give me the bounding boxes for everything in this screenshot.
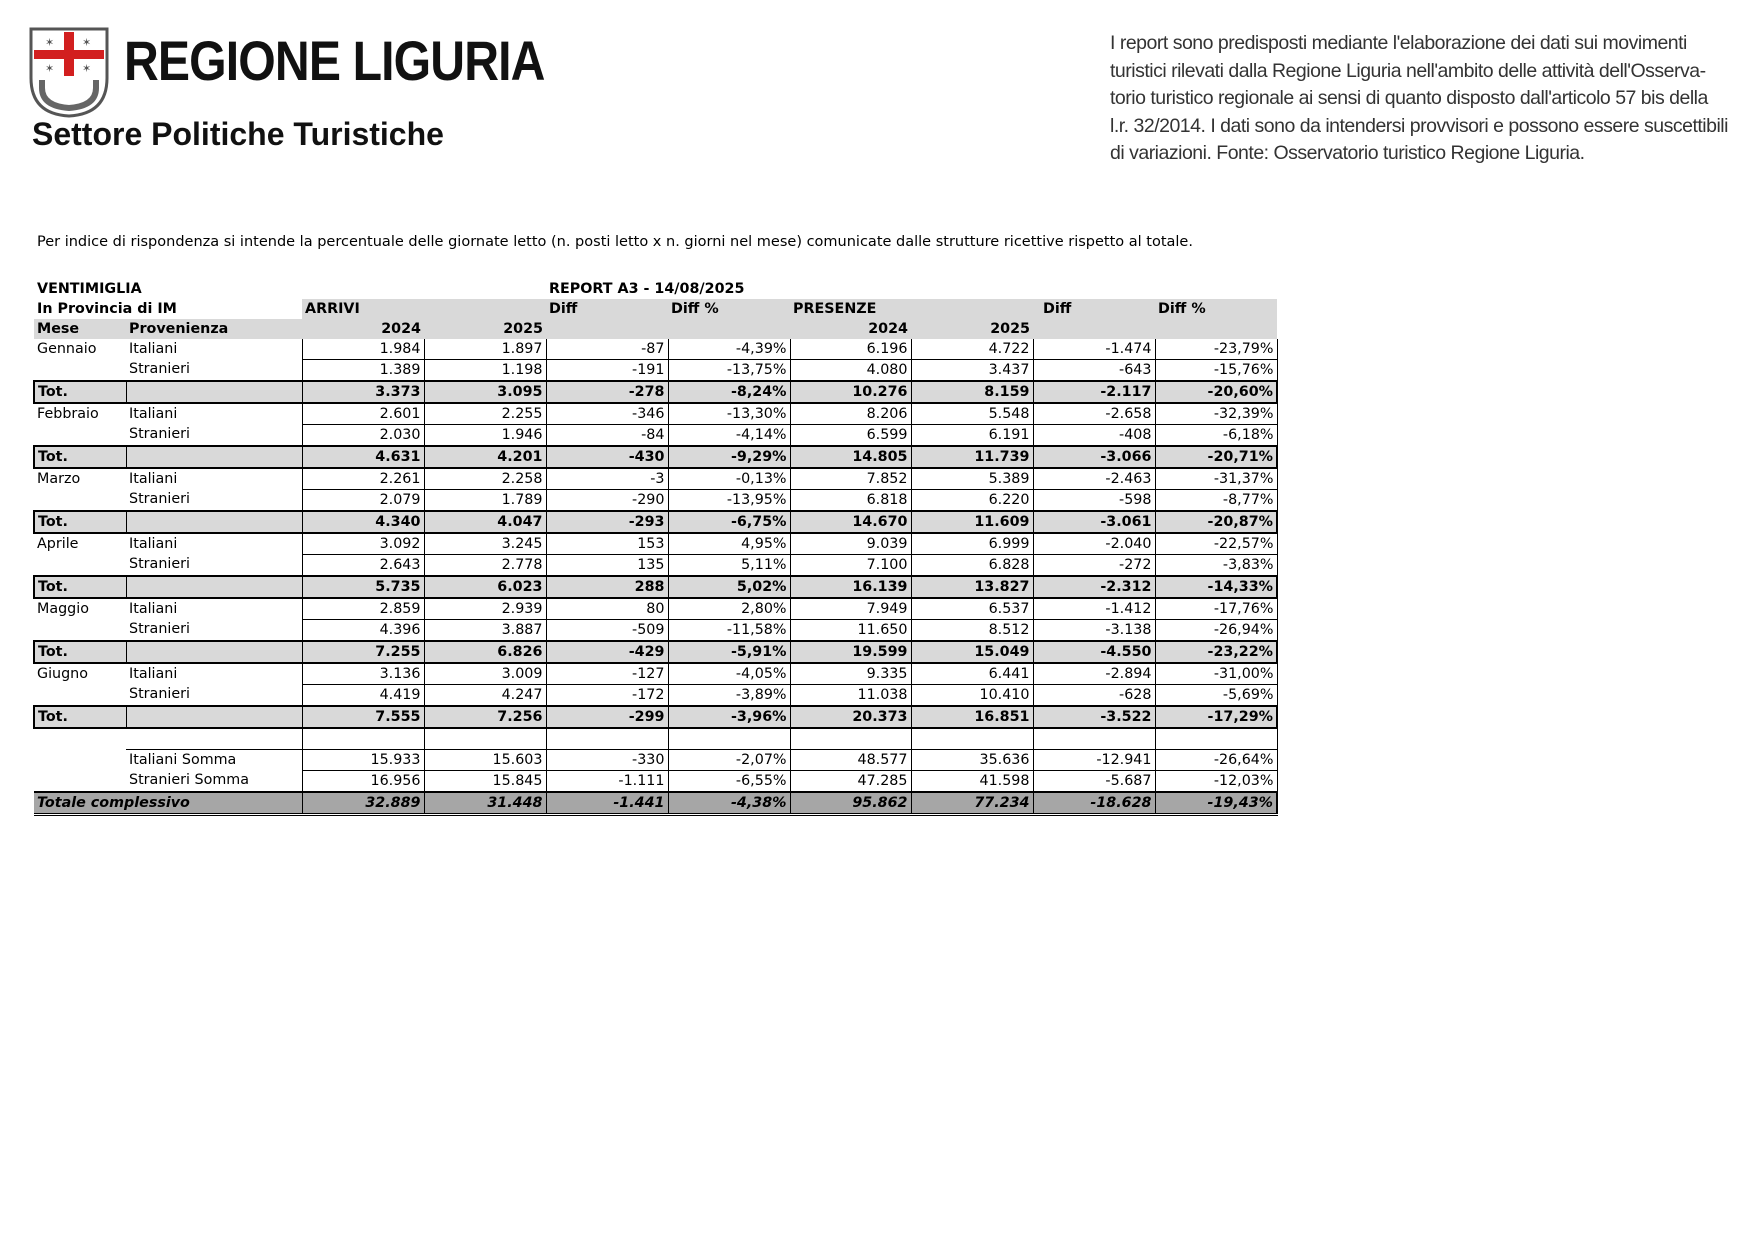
value-cell: 6.599 xyxy=(790,425,911,447)
value-cell: -13,95% xyxy=(668,490,790,512)
value-cell: -17,29% xyxy=(1155,706,1277,728)
total-spacer xyxy=(126,641,302,663)
value-cell: 3.095 xyxy=(424,381,546,403)
rispondenza-note: Per indice di rispondenza si intende la percentuale delle giornate letto (n. posti letto x n. giorni nel mese) comunicate dalle strutture ricettive rispetto al totale. xyxy=(37,234,1193,250)
value-cell: 7.555 xyxy=(302,706,424,728)
svg-text:✶: ✶ xyxy=(82,62,92,75)
value-cell: 288 xyxy=(546,576,668,598)
table-row xyxy=(34,620,1277,642)
value-cell: -293 xyxy=(546,511,668,533)
value-cell: -4,05% xyxy=(668,663,790,685)
month-cell: Febbraio xyxy=(37,405,99,422)
value-cell: 20.373 xyxy=(790,706,911,728)
value-cell: 7.255 xyxy=(302,641,424,663)
value-cell: 16.851 xyxy=(911,706,1033,728)
value-cell: 5,02% xyxy=(668,576,790,598)
total-spacer xyxy=(126,706,302,728)
value-cell: 6.828 xyxy=(911,555,1033,577)
value-cell: -6,55% xyxy=(668,771,790,793)
svg-text:✶: ✶ xyxy=(82,36,92,49)
value-cell: 4.722 xyxy=(911,339,1033,360)
value-cell: 6.818 xyxy=(790,490,911,512)
value-cell: -1.412 xyxy=(1033,598,1155,620)
value-cell: 3.009 xyxy=(424,663,546,685)
value-cell: -23,79% xyxy=(1155,339,1277,360)
value-cell: -346 xyxy=(546,403,668,425)
total-spacer xyxy=(126,576,302,598)
location-label: VENTIMIGLIA xyxy=(37,280,142,297)
total-spacer xyxy=(126,511,302,533)
value-cell: -14,33% xyxy=(1155,576,1277,598)
value-cell: -31,00% xyxy=(1155,663,1277,685)
value-cell: 6.999 xyxy=(911,533,1033,555)
value-cell: -2.312 xyxy=(1033,576,1155,598)
arrivi-header: ARRIVI xyxy=(302,299,546,319)
value-cell: 6.196 xyxy=(790,339,911,360)
value-cell: 5.389 xyxy=(911,468,1033,490)
month-cell xyxy=(34,685,126,707)
value-cell: 5,11% xyxy=(668,555,790,577)
value-cell: 135 xyxy=(546,555,668,577)
value-cell: 1.198 xyxy=(424,360,546,382)
value-cell: 3.092 xyxy=(302,533,424,555)
value-cell: 153 xyxy=(546,533,668,555)
value-cell: -8,24% xyxy=(668,381,790,403)
value-cell: 35.636 xyxy=(911,750,1033,771)
value-cell: 15.603 xyxy=(424,750,546,771)
month-total-row xyxy=(34,576,1277,598)
table-row xyxy=(34,425,1277,447)
value-cell: 19.599 xyxy=(790,641,911,663)
total-label: Tot. xyxy=(34,641,126,663)
table-row xyxy=(34,598,1277,620)
value-cell: 6.826 xyxy=(424,641,546,663)
disclaimer-line: torio turistico regionale ai sensi di quanto disposto dall'articolo 57 bis della xyxy=(1110,87,1708,109)
value-cell: 2,80% xyxy=(668,598,790,620)
value-cell: 7.256 xyxy=(424,706,546,728)
provenienza-cell: Stranieri xyxy=(126,685,302,707)
value-cell: 4.340 xyxy=(302,511,424,533)
value-cell: -19,43% xyxy=(1155,792,1277,815)
value-cell: 7.949 xyxy=(790,598,911,620)
table-row xyxy=(34,663,1277,685)
report-title: REPORT A3 - 14/08/2025 xyxy=(549,280,745,297)
value-cell: 47.285 xyxy=(790,771,911,793)
value-cell: 16.139 xyxy=(790,576,911,598)
value-cell: -26,64% xyxy=(1155,750,1277,771)
value-cell: 2.778 xyxy=(424,555,546,577)
total-label: Tot. xyxy=(34,576,126,598)
value-cell: -15,76% xyxy=(1155,360,1277,382)
value-cell: 32.889 xyxy=(302,792,424,815)
blank-cell xyxy=(34,728,126,750)
month-cell: Marzo xyxy=(37,470,81,487)
provenienza-cell: Stranieri xyxy=(126,490,302,512)
value-cell: -11,58% xyxy=(668,620,790,642)
value-cell: -598 xyxy=(1033,490,1155,512)
sector-name: Settore Politiche Turistiche xyxy=(32,116,444,152)
value-cell: -2.894 xyxy=(1033,663,1155,685)
provenienza-cell: Italiani Somma xyxy=(126,750,302,771)
month-cell: Aprile xyxy=(37,535,79,552)
table-row xyxy=(34,468,1277,490)
presenze-diff-header: Diff xyxy=(1033,299,1155,319)
value-cell: 8.159 xyxy=(911,381,1033,403)
value-cell: 6.537 xyxy=(911,598,1033,620)
value-cell: 15.049 xyxy=(911,641,1033,663)
value-cell: -408 xyxy=(1033,425,1155,447)
month-cell: Gennaio xyxy=(37,340,97,357)
value-cell: -13,75% xyxy=(668,360,790,382)
value-cell: 41.598 xyxy=(911,771,1033,793)
month-cell: Maggio xyxy=(37,600,89,617)
value-cell: -26,94% xyxy=(1155,620,1277,642)
table-row xyxy=(34,360,1277,382)
presenze-header: PRESENZE xyxy=(790,299,1033,319)
value-cell: 3.887 xyxy=(424,620,546,642)
value-cell: 5.548 xyxy=(911,403,1033,425)
total-label: Tot. xyxy=(34,381,126,403)
value-cell: 80 xyxy=(546,598,668,620)
value-cell: 8.512 xyxy=(911,620,1033,642)
value-cell: -3.061 xyxy=(1033,511,1155,533)
month-cell xyxy=(34,620,126,642)
value-cell: 15.845 xyxy=(424,771,546,793)
value-cell: -5,91% xyxy=(668,641,790,663)
value-cell: -22,57% xyxy=(1155,533,1277,555)
value-cell: -509 xyxy=(546,620,668,642)
value-cell: 7.100 xyxy=(790,555,911,577)
value-cell: -23,22% xyxy=(1155,641,1277,663)
blank-cell xyxy=(424,728,546,750)
value-cell: -3,83% xyxy=(1155,555,1277,577)
value-cell: -0,13% xyxy=(668,468,790,490)
value-cell: 11.650 xyxy=(790,620,911,642)
month-total-row xyxy=(34,706,1277,728)
value-cell: 4,95% xyxy=(668,533,790,555)
value-cell: -4.550 xyxy=(1033,641,1155,663)
value-cell: 3.245 xyxy=(424,533,546,555)
value-cell: 2.079 xyxy=(302,490,424,512)
value-cell: -127 xyxy=(546,663,668,685)
value-cell: -643 xyxy=(1033,360,1155,382)
value-cell: 10.276 xyxy=(790,381,911,403)
report-table xyxy=(33,279,1278,816)
value-cell: 31.448 xyxy=(424,792,546,815)
value-cell: -84 xyxy=(546,425,668,447)
value-cell: 11.609 xyxy=(911,511,1033,533)
value-cell: 14.670 xyxy=(790,511,911,533)
value-cell: 4.201 xyxy=(424,446,546,468)
table-row xyxy=(34,490,1277,512)
blank-cell xyxy=(1033,728,1155,750)
month-cell xyxy=(34,555,126,577)
value-cell: -1.474 xyxy=(1033,339,1155,360)
value-cell: -430 xyxy=(546,446,668,468)
presenze-diff-pct-header: Diff % xyxy=(1155,299,1277,319)
presenze-year-a-header: 2024 xyxy=(790,319,911,339)
value-cell: -8,77% xyxy=(1155,490,1277,512)
provenienza-cell: Italiani xyxy=(126,403,302,425)
value-cell: -17,76% xyxy=(1155,598,1277,620)
arrivi-year-b-header: 2025 xyxy=(424,319,546,339)
total-label: Tot. xyxy=(34,446,126,468)
value-cell: 1.789 xyxy=(424,490,546,512)
value-cell: -272 xyxy=(1033,555,1155,577)
value-cell: 7.852 xyxy=(790,468,911,490)
table-row xyxy=(34,685,1277,707)
provenienza-cell: Stranieri xyxy=(126,555,302,577)
value-cell: 9.039 xyxy=(790,533,911,555)
value-cell: -172 xyxy=(546,685,668,707)
value-cell: -3 xyxy=(546,468,668,490)
table-row xyxy=(34,533,1277,555)
value-cell: 77.234 xyxy=(911,792,1033,815)
grand-total-label: Totale complessivo xyxy=(34,792,302,815)
value-cell: 4.080 xyxy=(790,360,911,382)
mese-header: Mese xyxy=(34,319,126,339)
provenienza-cell: Italiani xyxy=(126,339,302,360)
report-body xyxy=(34,339,1277,815)
value-cell: 11.739 xyxy=(911,446,1033,468)
value-cell: -191 xyxy=(546,360,668,382)
value-cell: 2.258 xyxy=(424,468,546,490)
value-cell: 3.373 xyxy=(302,381,424,403)
provenienza-header: Provenienza xyxy=(126,319,302,339)
value-cell: -32,39% xyxy=(1155,403,1277,425)
value-cell: -1.441 xyxy=(546,792,668,815)
group-header-row xyxy=(34,299,1277,319)
arrivi-diff-header: Diff xyxy=(546,299,668,319)
value-cell: 3.437 xyxy=(911,360,1033,382)
value-cell: 8.206 xyxy=(790,403,911,425)
blank-cell xyxy=(1155,728,1277,750)
blank-cell xyxy=(790,728,911,750)
provenienza-cell: Italiani xyxy=(126,468,302,490)
value-cell: -20,87% xyxy=(1155,511,1277,533)
value-cell: 6.220 xyxy=(911,490,1033,512)
value-cell: 5.735 xyxy=(302,576,424,598)
month-total-row xyxy=(34,511,1277,533)
svg-text:✶: ✶ xyxy=(45,62,55,75)
svg-text:✶: ✶ xyxy=(45,36,55,49)
total-label: Tot. xyxy=(34,511,126,533)
value-cell: 2.939 xyxy=(424,598,546,620)
value-cell: 4.247 xyxy=(424,685,546,707)
value-cell: 2.859 xyxy=(302,598,424,620)
value-cell: 14.805 xyxy=(790,446,911,468)
value-cell: 2.030 xyxy=(302,425,424,447)
value-cell: -4,39% xyxy=(668,339,790,360)
value-cell: -12,03% xyxy=(1155,771,1277,793)
month-cell xyxy=(34,360,126,382)
value-cell: 4.631 xyxy=(302,446,424,468)
value-cell: -2.463 xyxy=(1033,468,1155,490)
value-cell: 2.601 xyxy=(302,403,424,425)
value-cell: 2.255 xyxy=(424,403,546,425)
blank-cell xyxy=(546,728,668,750)
value-cell: -31,37% xyxy=(1155,468,1277,490)
total-spacer xyxy=(126,381,302,403)
value-cell: 48.577 xyxy=(790,750,911,771)
value-cell: -18.628 xyxy=(1033,792,1155,815)
value-cell: -2.117 xyxy=(1033,381,1155,403)
province-label: In Provincia di IM xyxy=(37,300,177,317)
disclaimer-line: di variazioni. Fonte: Osservatorio turistico Regione Liguria. xyxy=(1110,142,1585,164)
value-cell: -429 xyxy=(546,641,668,663)
value-cell: -2,07% xyxy=(668,750,790,771)
value-cell: -6,18% xyxy=(1155,425,1277,447)
value-cell: -290 xyxy=(546,490,668,512)
value-cell: 1.946 xyxy=(424,425,546,447)
column-header-row xyxy=(34,319,1277,339)
value-cell: -2.658 xyxy=(1033,403,1155,425)
value-cell: 1.897 xyxy=(424,339,546,360)
table-row xyxy=(34,403,1277,425)
month-cell xyxy=(34,771,126,793)
total-spacer xyxy=(126,446,302,468)
value-cell: -3.522 xyxy=(1033,706,1155,728)
provenienza-cell: Stranieri xyxy=(126,425,302,447)
arrivi-diff-pct-header: Diff % xyxy=(668,299,790,319)
value-cell: 4.047 xyxy=(424,511,546,533)
value-cell: -87 xyxy=(546,339,668,360)
value-cell: 6.023 xyxy=(424,576,546,598)
disclaimer-line: turistici rilevati dalla Regione Liguria nell'ambito delle attività dell'Osserva- xyxy=(1110,59,1706,82)
month-total-row xyxy=(34,641,1277,663)
month-cell: Giugno xyxy=(37,665,88,682)
value-cell: -3,96% xyxy=(668,706,790,728)
value-cell: 15.933 xyxy=(302,750,424,771)
value-cell: -278 xyxy=(546,381,668,403)
provenienza-cell: Italiani xyxy=(126,663,302,685)
value-cell: -5,69% xyxy=(1155,685,1277,707)
provenienza-cell: Stranieri Somma xyxy=(126,771,302,793)
value-cell: -20,71% xyxy=(1155,446,1277,468)
logo-block xyxy=(28,24,548,164)
value-cell: 11.038 xyxy=(790,685,911,707)
value-cell: -299 xyxy=(546,706,668,728)
value-cell: -3.138 xyxy=(1033,620,1155,642)
blank-cell xyxy=(126,728,302,750)
month-cell xyxy=(34,490,126,512)
disclaimer-text xyxy=(1110,30,1740,168)
value-cell: 6.191 xyxy=(911,425,1033,447)
value-cell: 4.396 xyxy=(302,620,424,642)
value-cell: -20,60% xyxy=(1155,381,1277,403)
value-cell: 4.419 xyxy=(302,685,424,707)
value-cell: -13,30% xyxy=(668,403,790,425)
table-row xyxy=(34,771,1277,793)
value-cell: -1.111 xyxy=(546,771,668,793)
value-cell: 6.441 xyxy=(911,663,1033,685)
arrivi-year-a-header: 2024 xyxy=(302,319,424,339)
month-total-row xyxy=(34,381,1277,403)
region-name: REGIONE LIGURIA xyxy=(124,29,545,92)
value-cell: -330 xyxy=(546,750,668,771)
value-cell: -9,29% xyxy=(668,446,790,468)
table-row xyxy=(34,555,1277,577)
provenienza-cell: Italiani xyxy=(126,533,302,555)
disclaimer-line: l.r. 32/2014. I dati sono da intendersi provvisori e possono essere suscettibili xyxy=(1110,114,1728,137)
table-row xyxy=(34,339,1277,360)
blank-cell xyxy=(302,728,424,750)
blank-cell xyxy=(911,728,1033,750)
blank-row xyxy=(34,728,1277,750)
value-cell: 10.410 xyxy=(911,685,1033,707)
value-cell: -6,75% xyxy=(668,511,790,533)
grand-total-row xyxy=(34,792,1277,815)
value-cell: -4,14% xyxy=(668,425,790,447)
value-cell: -628 xyxy=(1033,685,1155,707)
value-cell: 13.827 xyxy=(911,576,1033,598)
value-cell: 95.862 xyxy=(790,792,911,815)
provenienza-cell: Italiani xyxy=(126,598,302,620)
value-cell: 1.389 xyxy=(302,360,424,382)
month-total-row xyxy=(34,446,1277,468)
blank-cell xyxy=(668,728,790,750)
value-cell: -5.687 xyxy=(1033,771,1155,793)
value-cell: 2.643 xyxy=(302,555,424,577)
value-cell: -3,89% xyxy=(668,685,790,707)
value-cell: 3.136 xyxy=(302,663,424,685)
month-cell xyxy=(34,750,126,771)
value-cell: -12.941 xyxy=(1033,750,1155,771)
value-cell: 9.335 xyxy=(790,663,911,685)
presenze-year-b-header: 2025 xyxy=(911,319,1033,339)
provenienza-cell: Stranieri xyxy=(126,620,302,642)
provenienza-cell: Stranieri xyxy=(126,360,302,382)
value-cell: 2.261 xyxy=(302,468,424,490)
title-row xyxy=(34,279,1277,299)
value-cell: -2.040 xyxy=(1033,533,1155,555)
value-cell: -3.066 xyxy=(1033,446,1155,468)
disclaimer-line: I report sono predisposti mediante l'elaborazione dei dati sui movimenti xyxy=(1110,32,1687,54)
total-label: Tot. xyxy=(34,706,126,728)
value-cell: -4,38% xyxy=(668,792,790,815)
month-cell xyxy=(34,425,126,447)
value-cell: 16.956 xyxy=(302,771,424,793)
value-cell: 1.984 xyxy=(302,339,424,360)
regione-liguria-shield-icon xyxy=(28,26,110,118)
table-row xyxy=(34,750,1277,771)
